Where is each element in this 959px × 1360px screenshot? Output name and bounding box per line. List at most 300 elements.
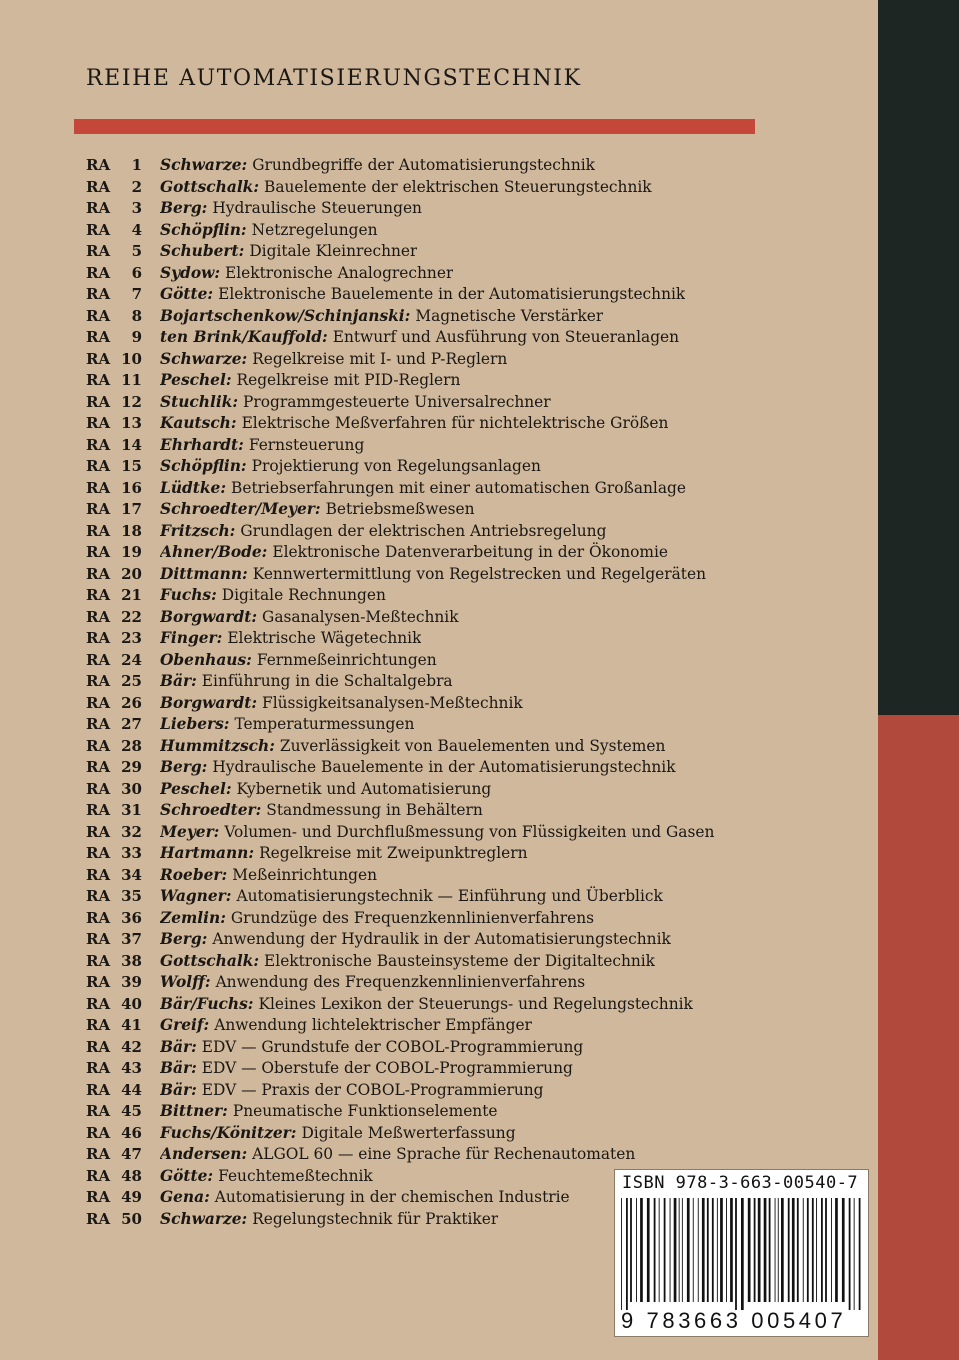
barcode-bar: [849, 1198, 851, 1310]
list-item: [86, 650, 776, 672]
series-code: RA: [86, 951, 111, 970]
series-code: RA: [86, 478, 111, 497]
author-name: Finger:: [160, 629, 223, 647]
book-title: Magnetische Verstärker: [415, 306, 604, 325]
barcode-bar: [859, 1198, 861, 1310]
book-title: Regelkreise mit PID-Reglern: [236, 371, 461, 389]
author-name: Greif:: [160, 1016, 210, 1034]
author-name: Schwarze:: [160, 349, 248, 368]
barcode-bar: [664, 1198, 666, 1302]
series-code: RA: [86, 887, 111, 905]
volume-number: 33: [121, 844, 142, 862]
volume-number: 46: [121, 1123, 142, 1142]
book-title: Regelkreise mit Zweipunktreglern: [259, 844, 528, 862]
series-code: RA: [86, 801, 111, 819]
author-name: Fuchs:: [160, 586, 217, 604]
volume-number: 15: [121, 457, 142, 475]
series-list: [86, 155, 776, 1230]
barcode-bar: [842, 1198, 845, 1302]
author-name: Fritzsch:: [160, 521, 236, 540]
volume-number: 41: [121, 1016, 142, 1034]
series-code: RA: [86, 543, 111, 561]
barcode-bar: [781, 1198, 784, 1302]
list-item: [86, 1080, 776, 1102]
series-code: RA: [86, 306, 111, 325]
series-code: RA: [86, 1016, 111, 1034]
author-name: Schroedter/Meyer:: [160, 500, 321, 518]
entry-text: [160, 1123, 516, 1145]
list-item: [86, 370, 776, 392]
author-name: Sydow:: [160, 263, 221, 282]
book-title: Betriebserfahrungen mit einer automatischen Großanlage: [231, 478, 686, 497]
entry-text: [160, 198, 422, 220]
barcode-bar: [698, 1198, 699, 1302]
book-title: Grundzüge des Frequenzkennlinienverfahrens: [230, 908, 595, 927]
volume-number: 26: [121, 693, 142, 712]
barcode-bar: [803, 1198, 804, 1302]
author-name: Peschel:: [160, 779, 232, 798]
series-code: RA: [86, 435, 111, 454]
author-name: Bär:: [160, 1037, 197, 1056]
series-code: RA: [86, 693, 111, 712]
series-code: RA: [86, 758, 111, 776]
author-name: Roeber:: [160, 865, 228, 884]
series-code: RA: [86, 1080, 111, 1099]
volume-number: 14: [121, 435, 142, 454]
book-title: EDV — Grundstufe der COBOL-Programmierung: [201, 1037, 584, 1056]
author-name: Liebers:: [160, 715, 230, 733]
series-code: RA: [86, 1166, 111, 1185]
author-name: Bojartschenkow/Schinjanski:: [160, 306, 411, 325]
volume-number: 47: [121, 1145, 142, 1163]
barcode-bar: [636, 1198, 637, 1302]
author-name: Wolff:: [160, 973, 211, 991]
book-title: Digitale Rechnungen: [221, 586, 386, 604]
entry-text: [160, 714, 414, 736]
book-title: Kleines Lexikon der Steuerungs- und Regelungstechnik: [258, 994, 693, 1013]
volume-number: 30: [121, 779, 142, 798]
book-title: Anwendung des Frequenzkennlinienverfahrens: [215, 973, 586, 991]
entry-text: [160, 542, 668, 564]
author-name: Obenhaus:: [160, 650, 252, 669]
list-item: [86, 607, 776, 629]
barcode-bar: [821, 1198, 823, 1302]
author-name: Schwarze:: [160, 1209, 248, 1228]
entry-text: [160, 951, 655, 973]
book-title: Grundbegriffe der Automatisierungstechnik: [252, 156, 595, 174]
volume-number: 43: [121, 1059, 142, 1077]
list-item: [86, 564, 776, 586]
list-item: [86, 822, 776, 844]
series-code: RA: [86, 1059, 111, 1077]
book-title: Zuverlässigkeit von Bauelementen und Systemen: [279, 736, 666, 755]
barcode-bar: [659, 1198, 660, 1302]
entry-text: [160, 671, 453, 693]
volume-number: 10: [121, 349, 142, 368]
list-item: [86, 800, 776, 822]
book-title: ALGOL 60 — eine Sprache für Rechenautomaten: [252, 1145, 636, 1163]
author-name: Götte:: [160, 1166, 214, 1185]
barcode-bar: [730, 1198, 733, 1302]
entry-text: [160, 736, 665, 758]
book-title: Netzregelungen: [251, 220, 378, 239]
book-title: Feuchtemeßtechnik: [218, 1166, 373, 1185]
list-item: [86, 435, 776, 457]
entry-text: [160, 370, 460, 392]
series-title: REIHE AUTOMATISIERUNGSTECHNIK: [86, 66, 582, 91]
list-item: [86, 693, 776, 715]
barcode-bar: [792, 1198, 795, 1302]
book-title: Digitale Meßwerterfassung: [301, 1123, 516, 1142]
author-name: Schwarze:: [160, 156, 248, 174]
entry-text: [160, 263, 453, 285]
spine-dark-band: [878, 0, 959, 715]
series-code: RA: [86, 1145, 111, 1163]
barcode-bar: [816, 1198, 817, 1302]
entry-text: [160, 843, 528, 865]
volume-number: 45: [121, 1102, 142, 1120]
list-item: [86, 843, 776, 865]
barcode-bar: [807, 1198, 809, 1302]
entry-text: [160, 327, 679, 349]
list-item: [86, 284, 776, 306]
volume-number: 4: [131, 220, 142, 239]
barcode-bar: [778, 1198, 779, 1302]
barcode-bar: [788, 1198, 790, 1302]
list-item: [86, 1058, 776, 1080]
entry-text: [160, 1080, 544, 1102]
series-code: RA: [86, 199, 111, 217]
author-name: ten Brink/Kauffold:: [160, 328, 328, 346]
entry-text: [160, 929, 671, 951]
book-title: Volumen- und Durchflußmessung von Flüssigkeiten und Gasen: [224, 822, 715, 841]
series-code: RA: [86, 715, 111, 733]
barcode-bar: [812, 1198, 814, 1302]
entry-text: [160, 1187, 570, 1209]
volume-number: 5: [131, 242, 142, 260]
entry-text: [160, 392, 551, 414]
volume-number: 7: [131, 285, 142, 303]
book-title: Automatisierungstechnik — Einführung und Überblick: [236, 887, 663, 905]
barcode-bar: [621, 1198, 622, 1310]
entry-text: [160, 779, 491, 801]
author-name: Götte:: [160, 285, 214, 303]
list-item: [86, 220, 776, 242]
series-code: RA: [86, 779, 111, 798]
isbn-barcode-box: [614, 1169, 869, 1337]
book-title: Pneumatische Funktionselemente: [232, 1102, 498, 1120]
barcode-bar: [797, 1198, 799, 1302]
list-item: [86, 1037, 776, 1059]
barcode-bar: [741, 1198, 744, 1310]
list-item: [86, 521, 776, 543]
author-name: Bär/Fuchs:: [160, 994, 254, 1013]
entry-text: [160, 413, 668, 435]
list-item: [86, 456, 776, 478]
book-title: Flüssigkeitsanalysen-Meßtechnik: [262, 693, 523, 712]
author-name: Berg:: [160, 199, 208, 217]
entry-text: [160, 177, 652, 199]
list-item: [86, 177, 776, 199]
book-title: Anwendung der Hydraulik in der Automatisierungstechnik: [212, 930, 671, 948]
barcode-digits: 9 783663 005407: [621, 1308, 847, 1333]
list-item: [86, 628, 776, 650]
volume-number: 17: [121, 500, 142, 518]
volume-number: 24: [121, 650, 142, 669]
book-title: Kybernetik und Automatisierung: [236, 779, 492, 798]
book-title: Betriebsmeßwesen: [325, 500, 475, 518]
list-item: [86, 392, 776, 414]
barcode-bar: [775, 1198, 776, 1302]
spine-red-band: [878, 715, 959, 1360]
list-item: [86, 994, 776, 1016]
volume-number: 48: [121, 1166, 142, 1185]
author-name: Hartmann:: [160, 844, 255, 862]
book-title: Elektrische Wägetechnik: [227, 629, 422, 647]
book-title: Digitale Kleinrechner: [249, 242, 418, 260]
book-title: Regelungstechnik für Praktiker: [252, 1209, 499, 1228]
barcode-bar: [682, 1198, 683, 1302]
list-item: [86, 585, 776, 607]
barcode-bar: [674, 1198, 677, 1302]
author-name: Hummitzsch:: [160, 736, 275, 755]
volume-number: 1: [131, 156, 142, 174]
entry-text: [160, 972, 585, 994]
list-item: [86, 757, 776, 779]
barcode-bar: [630, 1198, 632, 1302]
barcode-bar: [712, 1198, 714, 1302]
book-title: Hydraulische Steuerungen: [212, 199, 422, 217]
barcode-bar: [726, 1198, 727, 1302]
list-item: [86, 306, 776, 328]
barcode-bar: [647, 1198, 650, 1302]
list-item: [86, 349, 776, 371]
list-item: [86, 886, 776, 908]
book-title: Elektronische Analogrechner: [225, 263, 454, 282]
list-item: [86, 929, 776, 951]
entry-text: [160, 456, 541, 478]
barcode-bar: [754, 1198, 756, 1302]
entry-text: [160, 994, 693, 1016]
series-code: RA: [86, 994, 111, 1013]
title-underline-bar: [74, 119, 755, 134]
entry-text: [160, 564, 706, 586]
barcode-bar: [720, 1198, 723, 1302]
entry-text: [160, 220, 378, 242]
author-name: Dittmann:: [160, 564, 248, 583]
barcode-bar: [831, 1198, 832, 1302]
volume-number: 11: [121, 371, 142, 389]
author-name: Schöpflin:: [160, 457, 247, 475]
volume-number: 21: [121, 586, 142, 604]
volume-number: 40: [121, 994, 142, 1013]
barcode-bar: [735, 1198, 737, 1310]
volume-number: 50: [121, 1209, 142, 1228]
series-code: RA: [86, 650, 111, 669]
list-item: [86, 671, 776, 693]
list-item: [86, 714, 776, 736]
volume-number: 28: [121, 736, 142, 755]
list-item: [86, 908, 776, 930]
barcode-bar: [854, 1198, 855, 1310]
list-item: [86, 155, 776, 177]
entry-text: [160, 241, 417, 263]
author-name: Ahner/Bode:: [160, 543, 268, 561]
series-code: RA: [86, 349, 111, 368]
volume-number: 35: [121, 887, 142, 905]
author-name: Bär:: [160, 1059, 197, 1077]
volume-number: 27: [121, 715, 142, 733]
series-code: RA: [86, 500, 111, 518]
book-title: EDV — Praxis der COBOL-Programmierung: [201, 1080, 544, 1099]
author-name: Peschel:: [160, 371, 232, 389]
series-code: RA: [86, 865, 111, 884]
book-title: EDV — Oberstufe der COBOL-Programmierung: [201, 1059, 573, 1077]
volume-number: 29: [121, 758, 142, 776]
book-title: Regelkreise mit I- und P-Reglern: [252, 349, 508, 368]
entry-text: [160, 284, 685, 306]
series-code: RA: [86, 156, 111, 174]
volume-number: 36: [121, 908, 142, 927]
barcode-bar: [769, 1198, 771, 1302]
author-name: Schubert:: [160, 242, 245, 260]
entry-text: [160, 628, 421, 650]
barcode-bar: [835, 1198, 838, 1302]
barcode-bar: [748, 1198, 751, 1302]
list-item: [86, 542, 776, 564]
series-code: RA: [86, 242, 111, 260]
series-code: RA: [86, 414, 111, 432]
list-item: [86, 263, 776, 285]
entry-text: [160, 435, 364, 457]
series-code: RA: [86, 328, 111, 346]
book-title: Fernmeßeinrichtungen: [256, 650, 437, 669]
series-code: RA: [86, 586, 111, 604]
series-code: RA: [86, 607, 111, 626]
volume-number: 22: [121, 607, 142, 626]
barcode-bar: [626, 1198, 628, 1310]
entry-text: [160, 908, 594, 930]
volume-number: 13: [121, 414, 142, 432]
book-title: Projektierung von Regelungsanlagen: [251, 457, 541, 475]
barcode-bar: [702, 1198, 705, 1302]
entry-text: [160, 822, 714, 844]
entry-text: [160, 585, 386, 607]
barcode-bar: [679, 1198, 680, 1302]
barcode-bar: [670, 1198, 671, 1302]
author-name: Kautsch:: [160, 414, 237, 432]
author-name: Andersen:: [160, 1145, 248, 1163]
series-code: RA: [86, 285, 111, 303]
entry-text: [160, 800, 483, 822]
volume-number: 25: [121, 672, 142, 690]
entry-text: [160, 757, 676, 779]
entry-text: [160, 1144, 635, 1166]
entry-text: [160, 499, 475, 521]
book-title: Standmessung in Behältern: [266, 801, 483, 819]
series-code: RA: [86, 177, 111, 196]
series-code: RA: [86, 1209, 111, 1228]
volume-number: 6: [131, 263, 142, 282]
list-item: [86, 413, 776, 435]
author-name: Borgwardt:: [160, 607, 258, 626]
series-code: RA: [86, 392, 111, 411]
list-item: [86, 327, 776, 349]
author-name: Gottschalk:: [160, 177, 260, 196]
series-code: RA: [86, 629, 111, 647]
series-code: RA: [86, 973, 111, 991]
volume-number: 31: [121, 801, 142, 819]
series-code: RA: [86, 521, 111, 540]
list-item: [86, 972, 776, 994]
list-item: [86, 779, 776, 801]
author-name: Fuchs/Könitzer:: [160, 1123, 297, 1142]
book-title: Elektronische Bausteinsysteme der Digitaltechnik: [264, 951, 656, 970]
author-name: Gena:: [160, 1188, 210, 1206]
series-code: RA: [86, 908, 111, 927]
book-title: Meßeinrichtungen: [232, 865, 377, 884]
author-name: Lüdtke:: [160, 478, 227, 497]
list-item: [86, 241, 776, 263]
series-code: RA: [86, 1188, 111, 1206]
author-name: Berg:: [160, 930, 208, 948]
series-code: RA: [86, 371, 111, 389]
list-item: [86, 1015, 776, 1037]
volume-number: 23: [121, 629, 142, 647]
volume-number: 20: [121, 564, 142, 583]
book-title: Elektrische Meßverfahren für nichtelektrische Größen: [241, 414, 669, 432]
entry-text: [160, 1058, 573, 1080]
volume-number: 16: [121, 478, 142, 497]
series-code: RA: [86, 1123, 111, 1142]
book-title: Kennwertermittlung von Regelstrecken und Regelgeräten: [252, 564, 707, 583]
series-code: RA: [86, 736, 111, 755]
volume-number: 3: [131, 199, 142, 217]
list-item: [86, 198, 776, 220]
entry-text: [160, 1037, 583, 1059]
entry-text: [160, 349, 507, 371]
author-name: Wagner:: [160, 887, 232, 905]
entry-text: [160, 865, 377, 887]
barcode-bar: [707, 1198, 709, 1302]
author-name: Bär:: [160, 672, 197, 690]
barcode-bar: [717, 1198, 718, 1302]
barcode-bar: [693, 1198, 694, 1302]
barcode-bar: [640, 1198, 643, 1302]
author-name: Meyer:: [160, 822, 220, 841]
barcode-bar: [825, 1198, 827, 1302]
series-code: RA: [86, 263, 111, 282]
author-name: Gottschalk:: [160, 951, 260, 970]
list-item: [86, 1144, 776, 1166]
volume-number: 9: [131, 328, 142, 346]
entry-text: [160, 607, 459, 629]
volume-number: 32: [121, 822, 142, 841]
entry-text: [160, 1166, 373, 1188]
book-title: Elektronische Datenverarbeitung in der Ökonomie: [272, 543, 669, 561]
author-name: Bär:: [160, 1080, 197, 1099]
book-title: Einführung in die Schaltalgebra: [201, 672, 453, 690]
series-code: RA: [86, 220, 111, 239]
volume-number: 12: [121, 392, 142, 411]
book-title: Hydraulische Bauelemente in der Automatisierungstechnik: [212, 758, 676, 776]
list-item: [86, 1101, 776, 1123]
entry-text: [160, 478, 686, 500]
book-title: Temperaturmessungen: [234, 715, 415, 733]
isbn-label: ISBN 978-3-663-00540-7: [622, 1173, 859, 1193]
list-item: [86, 865, 776, 887]
author-name: Borgwardt:: [160, 693, 258, 712]
